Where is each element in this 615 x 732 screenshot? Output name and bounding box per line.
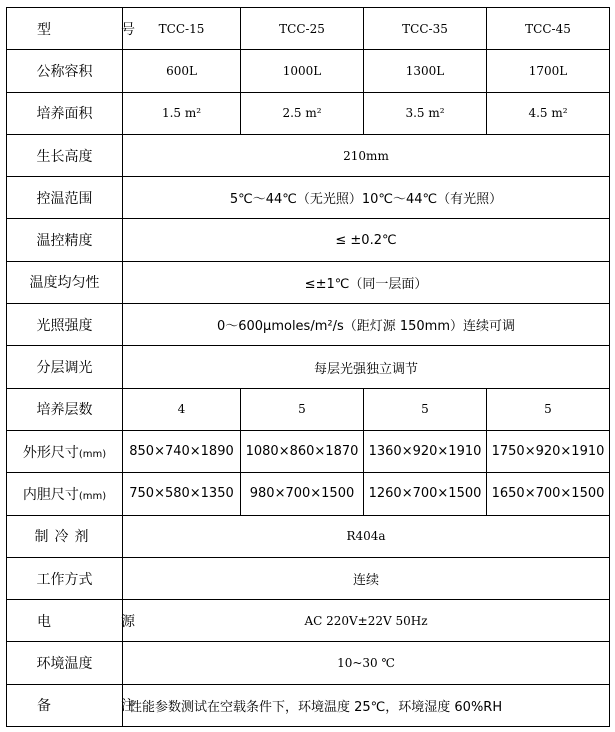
- row-label: 光照强度: [7, 304, 123, 346]
- spec-table: [6, 7, 610, 727]
- value-cell: 每层光强独立调节: [123, 346, 610, 388]
- value-cell: 4: [123, 388, 241, 430]
- row-light: [7, 304, 610, 346]
- value-cell: 3.5 m²: [364, 92, 487, 134]
- model-cell: TCC-45: [487, 8, 610, 50]
- model-cell: TCC-15: [123, 8, 241, 50]
- value-cell: 1000L: [241, 50, 364, 92]
- value-cell: 0～600μmoles/m²/s（距灯源 150mm）连续可调: [123, 304, 610, 346]
- row-label: 控温范围: [7, 177, 123, 219]
- model-cell: TCC-25: [241, 8, 364, 50]
- value-cell: 1260×700×1500: [364, 473, 487, 515]
- row-environment: [7, 642, 610, 684]
- row-label: [7, 430, 123, 472]
- unit-text: (mm): [78, 490, 107, 502]
- row-label-text: 外形尺寸: [22, 444, 79, 461]
- row-label: 工作方式: [7, 557, 123, 599]
- value-cell: 1080×860×1870: [241, 430, 364, 472]
- value-cell: 1750×920×1910: [487, 430, 610, 472]
- row-label: 公称容积: [7, 50, 123, 92]
- unit-text: (mm): [78, 448, 107, 460]
- value-cell: 5℃～44℃（无光照）10℃～44℃（有光照）: [123, 177, 610, 219]
- row-height: [7, 134, 610, 176]
- value-cell: 1300L: [364, 50, 487, 92]
- row-temp-uniformity: [7, 261, 610, 303]
- row-inner-size: [7, 473, 610, 515]
- row-dimming: [7, 346, 610, 388]
- value-cell: 1.5 m²: [123, 92, 241, 134]
- row-refrigerant: [7, 515, 610, 557]
- row-temp-range: [7, 177, 610, 219]
- row-label: 电 源: [7, 600, 123, 642]
- value-cell: 980×700×1500: [241, 473, 364, 515]
- value-cell: 1650×700×1500: [487, 473, 610, 515]
- row-label: 备 注: [7, 684, 123, 726]
- row-temp-precision: [7, 219, 610, 261]
- row-label: 型 号: [7, 8, 123, 50]
- value-cell: 性能参数测试在空载条件下，环境温度 25℃，环境湿度 60%RH: [123, 684, 610, 726]
- row-label: 生长高度: [7, 134, 123, 176]
- row-model: [7, 8, 610, 50]
- row-label-text: 内胆尺寸: [22, 486, 79, 503]
- value-cell: ≤±1℃（同一层面）: [123, 261, 610, 303]
- row-label: 环境温度: [7, 642, 123, 684]
- row-label: 培养面积: [7, 92, 123, 134]
- value-cell: ≤ ±0.2℃: [123, 219, 610, 261]
- value-cell: 5: [364, 388, 487, 430]
- value-cell: 连续: [123, 557, 610, 599]
- row-layers: [7, 388, 610, 430]
- value-cell: 4.5 m²: [487, 92, 610, 134]
- row-label: 分层调光: [7, 346, 123, 388]
- row-label: [7, 473, 123, 515]
- row-remarks: [7, 684, 610, 726]
- model-cell: TCC-35: [364, 8, 487, 50]
- row-outer-size: [7, 430, 610, 472]
- value-cell: 210mm: [123, 134, 610, 176]
- row-label: 温控精度: [7, 219, 123, 261]
- value-cell: R404a: [123, 515, 610, 557]
- row-label: 温度均匀性: [7, 261, 123, 303]
- value-cell: 2.5 m²: [241, 92, 364, 134]
- row-area: [7, 92, 610, 134]
- row-power: [7, 600, 610, 642]
- value-cell: 600L: [123, 50, 241, 92]
- value-cell: 5: [241, 388, 364, 430]
- row-mode: [7, 557, 610, 599]
- value-cell: 850×740×1890: [123, 430, 241, 472]
- value-cell: 10~30 ℃: [123, 642, 610, 684]
- row-capacity: [7, 50, 610, 92]
- value-cell: 1360×920×1910: [364, 430, 487, 472]
- value-cell: AC 220V±22V 50Hz: [123, 600, 610, 642]
- value-cell: 5: [487, 388, 610, 430]
- row-label: 培养层数: [7, 388, 123, 430]
- value-cell: 1700L: [487, 50, 610, 92]
- row-label: 制冷剂: [7, 515, 123, 557]
- value-cell: 750×580×1350: [123, 473, 241, 515]
